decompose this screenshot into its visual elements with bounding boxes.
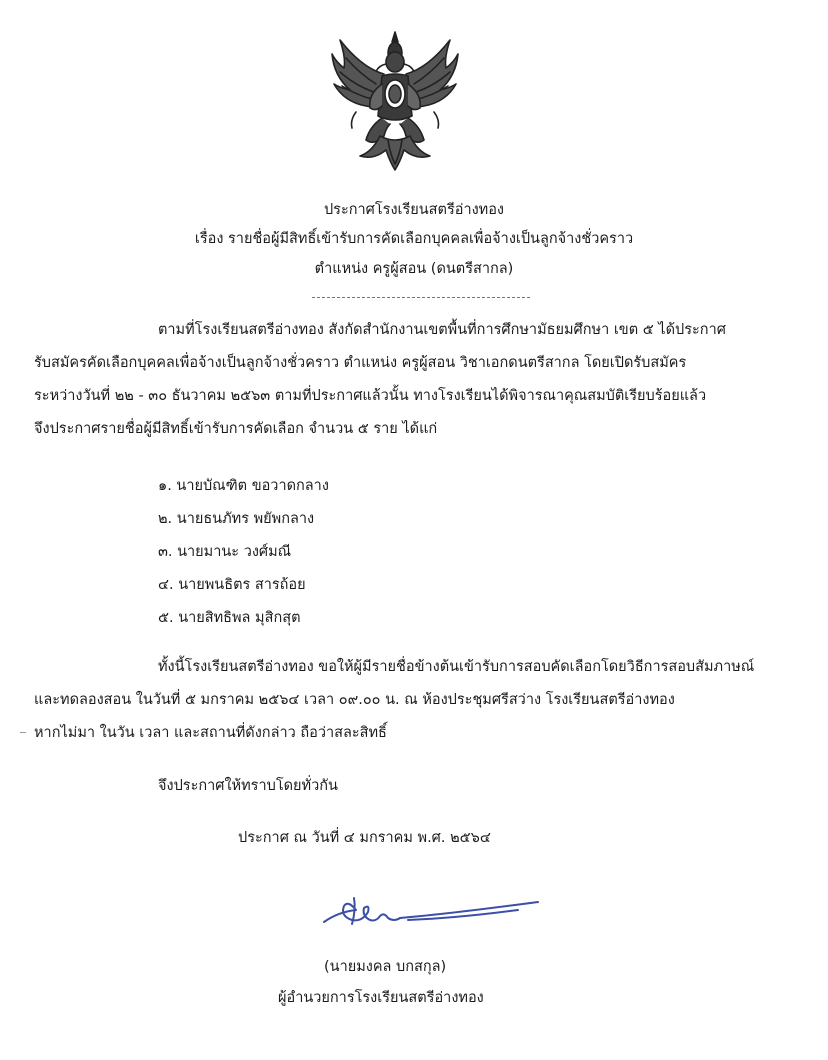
para2-line-1: ทั้งนี้โรงเรียนสตรีอ่างทอง ขอให้ผู้มีรายชื่อข้างต้นเข้ารับการสอบคัดเลือกโดยวิธีการสอบสัมภาษณ์ — [158, 659, 755, 675]
para1-line-2: รับสมัครคัดเลือกบุคคลเพื่อจ้างเป็นลูกจ้างชั่วคราว ตำแหน่ง ครูผู้สอน วิชาเอกดนตรีสากล โดยเปิดรับสมัคร — [34, 355, 687, 371]
candidate-item: ๓. นายมานะ วงศ์มณี — [158, 544, 292, 560]
candidate-item: ๒. นายธนภัทร พยัพกลาง — [158, 511, 315, 527]
signatory-title: ผู้อำนวยการโรงเรียนสตรีอ่างทอง — [278, 990, 484, 1006]
margin-mark — [20, 732, 26, 733]
para1-line-3: ระหว่างวันที่ ๒๒ - ๓๐ ธันวาคม ๒๕๖๓ ตามที่ประกาศแล้วนั้น ทางโรงเรียนได้พิจารณาคุณสมบัติเรียบร้อยแล้ว — [34, 388, 707, 404]
para1-line-1: ตามที่โรงเรียนสตรีอ่างทอง สังกัดสำนักงานเขตพื้นที่การศึกษามัธยมศึกษา เขต ๕ ได้ประกาศ — [158, 322, 726, 338]
closing-statement: จึงประกาศให้ทราบโดยทั่วกัน — [158, 778, 338, 794]
announcement-date: ประกาศ ณ วันที่ ๔ มกราคม พ.ศ. ๒๕๖๔ — [238, 830, 491, 846]
candidate-item: ๔. นายพนธิตร สารถ้อย — [158, 577, 306, 593]
announcement-title: ประกาศโรงเรียนสตรีอ่างทอง — [323, 202, 505, 218]
announcement-position: ตำแหน่ง ครูผู้สอน (ดนตรีสากล) — [314, 261, 514, 277]
header-divider — [312, 297, 530, 298]
signatory-name: (นายมงคล บกสกุล) — [324, 959, 447, 975]
garuda-emblem-icon — [326, 28, 464, 173]
candidate-item: ๕. นายสิทธิพล มุสิกสุต — [158, 610, 301, 626]
para2-line-2: และทดลองสอน ในวันที่ ๕ มกราคม ๒๕๖๔ เวลา ๐๙.๐๐ น. ณ ห้องประชุมศรีสว่าง โรงเรียนสตรีอ่างทอง — [34, 692, 675, 708]
handwritten-signature — [318, 890, 543, 938]
candidate-item: ๑. นายบัณฑิต ขอวาดกลาง — [158, 478, 329, 494]
para2-line-3: หากไม่มา ในวัน เวลา และสถานที่ดังกล่าว ถือว่าสละสิทธิ์ — [34, 725, 387, 741]
announcement-subject: เรื่อง รายชื่อผู้มีสิทธิ์เข้ารับการคัดเลือกบุคคลเพื่อจ้างเป็นลูกจ้างชั่วคราว — [194, 231, 634, 247]
para1-line-4: จึงประกาศรายชื่อผู้มีสิทธิ์เข้ารับการคัดเลือก จำนวน ๕ ราย ได้แก่ — [34, 421, 438, 437]
